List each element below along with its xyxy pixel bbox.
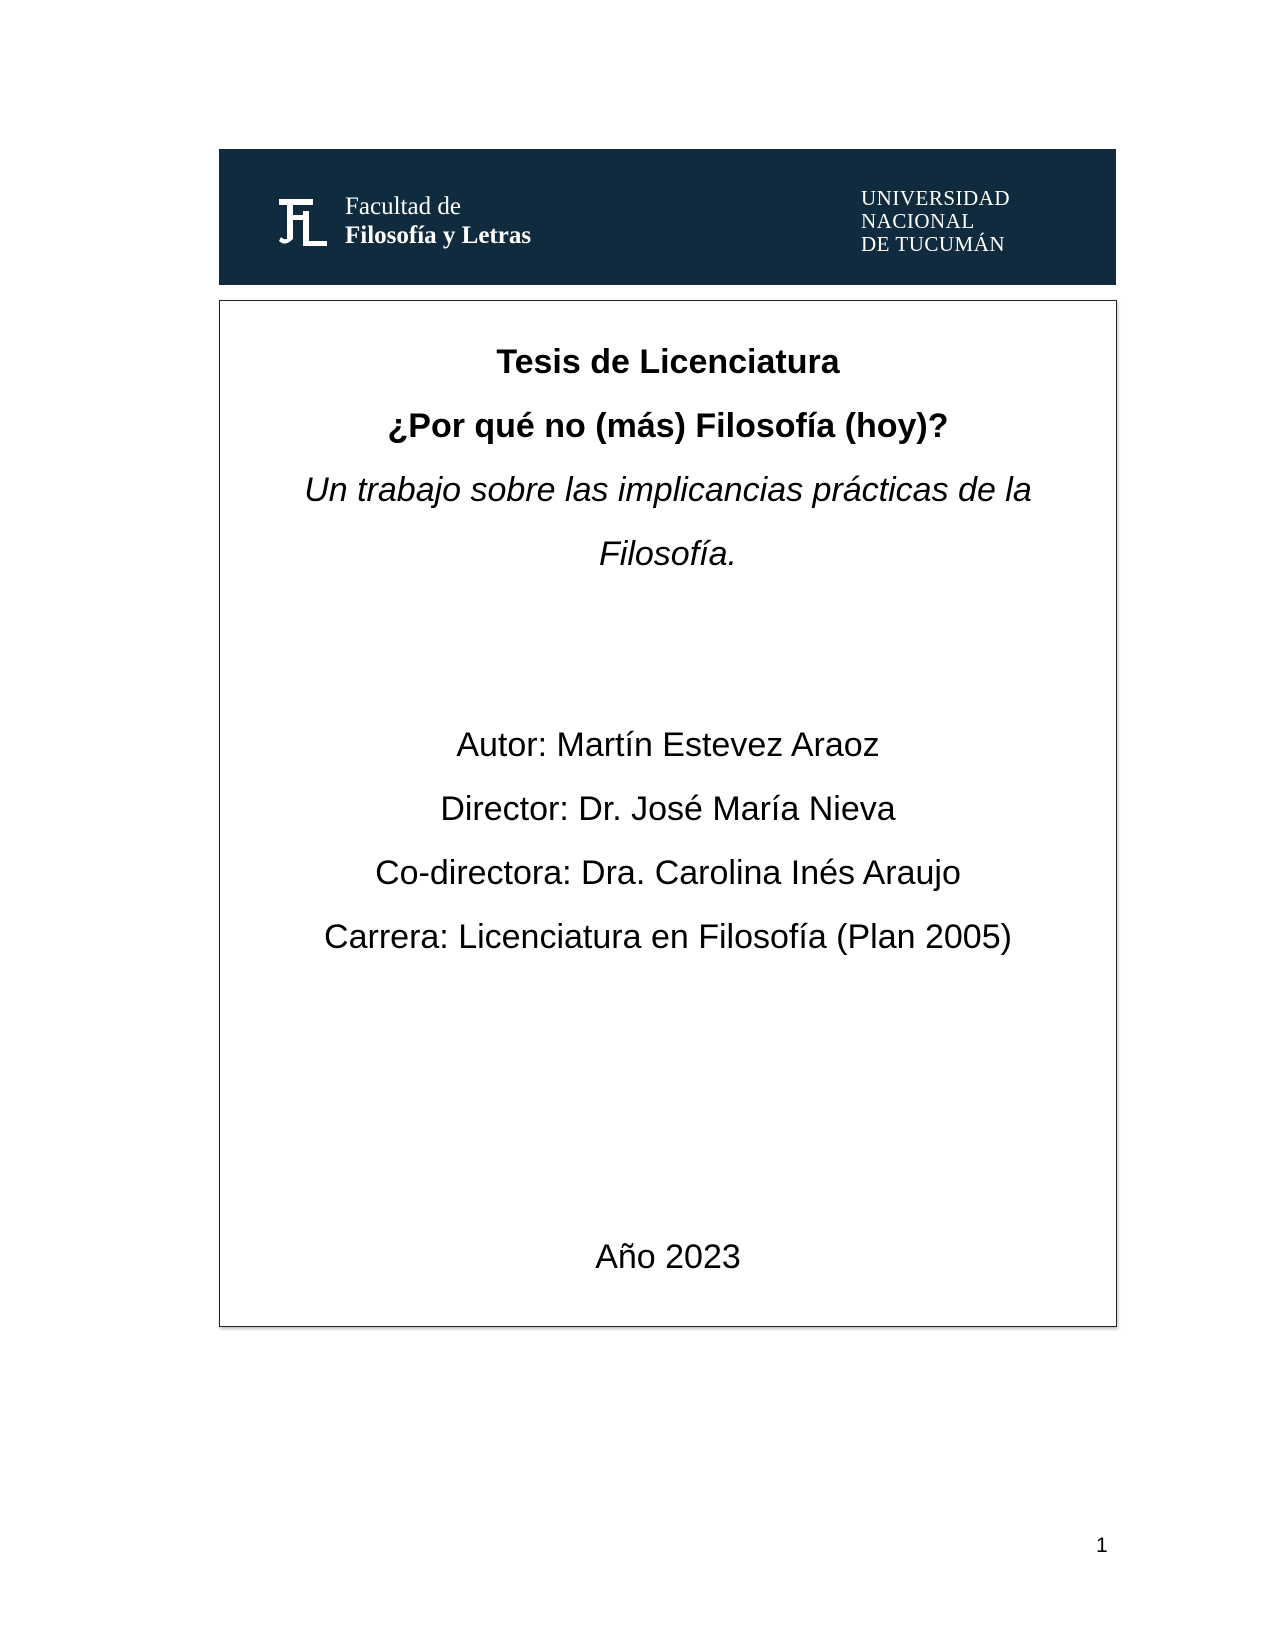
year-line: Año 2023	[595, 1238, 741, 1276]
university-name-line1: UNIVERSIDAD	[861, 186, 1010, 210]
university-name-line3: DE TUCUMÁN	[861, 232, 1006, 256]
university-name	[861, 187, 1010, 256]
document-type: Tesis de Licenciatura	[496, 343, 840, 381]
page-number: 1	[1096, 1534, 1108, 1557]
program-line: Carrera: Licenciatura en Filosofía (Plan 2005)	[324, 918, 1012, 956]
header-banner	[219, 149, 1116, 285]
faculty-name-line1: Facultad de	[345, 193, 461, 220]
thesis-subtitle-line2: Filosofía.	[599, 535, 737, 573]
thesis-title: ¿Por qué no (más) Filosofía (hoy)?	[387, 407, 949, 445]
ffl-logo-icon	[277, 197, 329, 249]
cover-frame	[219, 300, 1117, 1327]
faculty-name-line2: Filosofía y Letras	[345, 222, 532, 249]
thesis-subtitle-line1: Un trabajo sobre las implicancias prácticas de la	[304, 471, 1032, 509]
university-name-line2: NACIONAL	[861, 209, 975, 233]
author-line: Autor: Martín Estevez Araoz	[456, 726, 880, 764]
faculty-name	[345, 194, 531, 248]
director-line: Director: Dr. José María Nieva	[440, 790, 896, 828]
codirector-line: Co-directora: Dra. Carolina Inés Araujo	[375, 854, 961, 892]
